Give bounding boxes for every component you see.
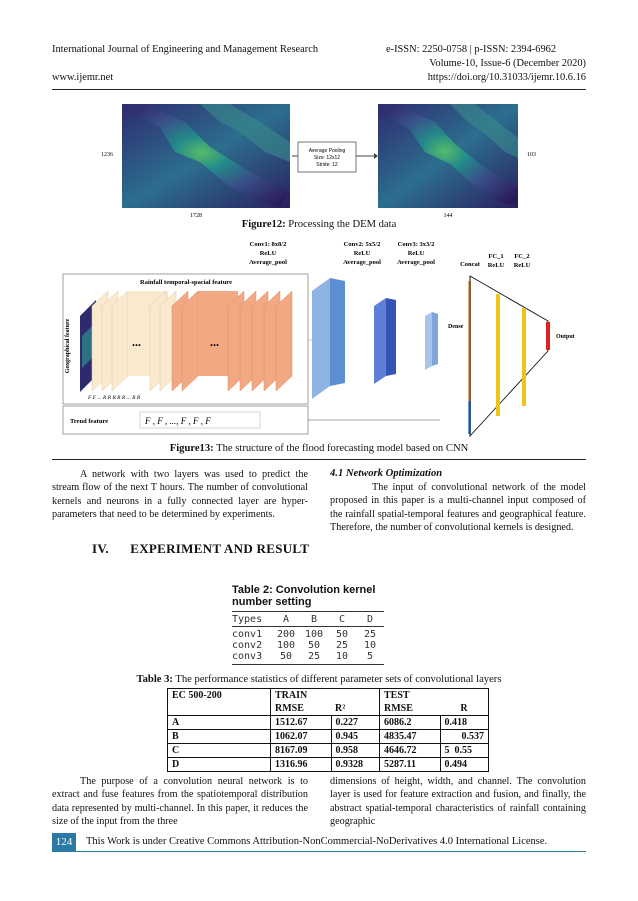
table3-cell: D: [168, 758, 271, 772]
table2-cell: 100: [276, 640, 296, 651]
dense-bar-orange: [468, 281, 471, 401]
fc1-bar: [496, 294, 500, 416]
pool-line3: Stride: 12: [316, 162, 338, 168]
trend-formula: F , F , ..., F , F , F: [145, 416, 211, 426]
figure12-caption-label: Figure12:: [241, 219, 286, 230]
dense-label: Dense: [448, 324, 464, 330]
figure12-caption-text: Processing the DEM data: [285, 219, 397, 230]
table-row: [168, 730, 489, 744]
doi-link[interactable]: https://doi.org/10.31033/ijemr.10.6.16: [427, 72, 586, 83]
table-row: [168, 744, 489, 758]
table3-head: EC 500-200: [168, 689, 271, 703]
fc2-bar: [522, 308, 526, 406]
fc-funnel: [470, 276, 548, 436]
table2-cell: 5: [366, 651, 374, 662]
table3-cell: 4835.47: [380, 730, 441, 744]
header-divider: [52, 89, 586, 90]
table3-head: RMSE: [271, 702, 332, 716]
table2-cell: 100: [304, 629, 324, 640]
table3-cell: 0.945: [331, 730, 380, 744]
table2-cell: 25: [335, 640, 349, 651]
table3-head: RMSE: [380, 702, 441, 716]
table3-cell: A: [168, 716, 271, 730]
figure12-caption: [0, 219, 638, 230]
table3-cell: 1316.96: [271, 758, 332, 772]
figure13-caption-text: The structure of the flood forecasting model based on CNN: [213, 443, 469, 454]
figure13-caption: [0, 443, 638, 454]
figure12-graphic: [0, 92, 638, 220]
table3-cell: 5287.11: [380, 758, 441, 772]
rainfall-feature-label: Rainfall temporal-spacial feature: [140, 279, 232, 286]
table2-cell: conv2: [232, 640, 263, 651]
table3-cell: C: [168, 744, 271, 758]
table2-col-d: D: [366, 614, 374, 625]
table3-cell: 0.418: [440, 716, 489, 730]
table2-col-c: C: [338, 614, 346, 625]
table3-cell: 1512.67: [271, 716, 332, 730]
right-paragraph-2: dimensions of height, width, and channel. The convolution layer is used for feature extraction and fusion, and finally, the abstract spatial-temporal characteristics of rainfall containing geographic: [330, 776, 586, 827]
table3-head: R²: [331, 702, 380, 716]
footer-divider: [52, 851, 586, 852]
left-horizontal-dim: 1728: [190, 213, 202, 219]
table3-head: TRAIN: [271, 689, 332, 703]
conv2-label-2: ReLU: [353, 250, 371, 257]
conv3-label-1: Conv3: 3x3/2: [397, 241, 435, 248]
conv1-label-3: Average_pool: [249, 259, 287, 266]
table-row: [168, 758, 489, 772]
table3-cell: 4646.72: [380, 744, 441, 758]
table3-subheader-row: [168, 702, 489, 716]
table2-col-a: A: [282, 614, 290, 625]
table3-cell: 8167.09: [271, 744, 332, 758]
table2-cell: 10: [335, 651, 349, 662]
right-vertical-dim: 103: [527, 152, 536, 158]
conv1-label-2: ReLU: [259, 250, 277, 257]
rainfall-stack-orange: [172, 291, 292, 391]
page-number: 124: [52, 833, 76, 851]
subsection-heading: 4.1 Network Optimization: [330, 468, 443, 479]
dense-bar-blue: [468, 401, 471, 434]
table2-row: [232, 640, 384, 651]
fc1-label-2: ReLU: [487, 262, 505, 269]
table3-header-row: [168, 689, 489, 703]
table-row: [168, 716, 489, 730]
table2-col-types: Types: [232, 614, 263, 625]
figure13-graphic: [0, 236, 638, 441]
table3-head: R: [440, 702, 489, 716]
table2-cell: 200: [276, 629, 296, 640]
table3-cell: 0.537: [440, 730, 489, 744]
geographical-feature-label: Geographical feature: [65, 318, 71, 374]
conv3-block: [425, 312, 438, 370]
fc2-label-1: FC_2: [514, 253, 530, 260]
table3: [167, 688, 489, 772]
conv2-block: [374, 298, 396, 384]
license-text: This Work is under Creative Commons Attribution-NonCommercial-NoDerivatives 4.0 International License.: [86, 836, 548, 847]
website-link[interactable]: www.ijemr.net: [52, 72, 114, 83]
right-horizontal-dim: 144: [443, 213, 453, 219]
dots-cream: ...: [132, 335, 141, 349]
table2-row: [232, 651, 384, 664]
left-paragraph-1: A network with two layers was used to predict the stream flow of the next T hours. The number of convolutional kernels and neurons in a fully connected layer are hyper-parameters that need to be determined by experiments.: [52, 469, 308, 520]
table3-cell: 0.9328: [331, 758, 380, 772]
table2-title: Table 2: Convolution kernel number setting: [232, 584, 376, 608]
table2-cell: conv1: [232, 629, 263, 640]
table2-cell: 50: [307, 640, 321, 651]
table3-caption: [0, 674, 638, 685]
pool-line2: Size: 12x12: [313, 155, 341, 161]
issn: e-ISSN: 2250-0758 | p-ISSN: 2394-6962: [386, 44, 557, 55]
table3-cell: 6086.2: [380, 716, 441, 730]
fc2-label-2: ReLU: [513, 262, 531, 269]
table2-col-b: B: [310, 614, 318, 625]
table3-cell: 1062.07: [271, 730, 332, 744]
left-vertical-dim: 1236: [101, 152, 113, 158]
fc1-label-1: FC_1: [488, 253, 504, 260]
table2-header-row: [232, 612, 384, 626]
right-paragraph-1: The input of convolutional network of the model proposed in this paper is a multi-channel input composed of the rainfall spatial-temporal features and geographical feature. Therefore, the number of convolutional kernels is designed.: [330, 482, 586, 533]
journal-title: International Journal of Engineering and Management Research: [52, 44, 319, 55]
caption-divider: [52, 459, 586, 460]
table3-cell: 5 0.55: [440, 744, 489, 758]
conv3-label-3: Average_pool: [397, 259, 435, 266]
volume-issue: Volume-10, Issue-6 (December 2020): [429, 58, 586, 69]
conv1-label-1: Conv1: 8x8/2: [249, 241, 287, 248]
table3-cell: 0.227: [331, 716, 380, 730]
table2-cell: 25: [363, 629, 377, 640]
table2-row: [232, 627, 384, 640]
section-heading: IV. EXPERIMENT AND RESULT: [92, 541, 310, 556]
conv1-block: [312, 278, 345, 399]
table3-cell: 0.958: [331, 744, 380, 758]
table2-cell: conv3: [232, 651, 263, 662]
left-paragraph-2: The purpose of a convolution neural network is to extract and fuse features from the spatiotemporal distribution data represented by multi-channel. In this paper, it reduces the size of the input from the three: [52, 776, 308, 827]
table3-head: [168, 702, 271, 716]
table3-caption-label: Table 3:: [136, 674, 173, 685]
table3-cell: B: [168, 730, 271, 744]
concat-label: Concat: [460, 261, 480, 268]
dots-orange: ...: [210, 335, 219, 349]
pool-line1: Average Pooling: [308, 148, 346, 154]
figure13: [0, 236, 638, 441]
output-label: Output: [556, 334, 575, 340]
table3-head: TEST: [380, 689, 441, 703]
table3-head: [440, 689, 489, 703]
table2: [232, 584, 412, 665]
figure12: [0, 92, 638, 220]
trend-feature-label: Trend feature: [70, 418, 109, 425]
figure13-caption-label: Figure13:: [169, 443, 214, 454]
conv3-label-2: ReLU: [407, 250, 425, 257]
rainfall-time-labels: F F ... R R R R R ... R R: [88, 395, 141, 401]
conv2-label-3: Average_pool: [343, 259, 381, 266]
table3-cell: 0.494: [440, 758, 489, 772]
table3-head: [331, 689, 380, 703]
output-bar: [546, 322, 550, 350]
table2-cell: 50: [335, 629, 349, 640]
table2-cell: 10: [363, 640, 377, 651]
table2-cell: 25: [307, 651, 321, 662]
table2-cell: 50: [279, 651, 293, 662]
table3-caption-text: The performance statistics of different parameter sets of convolutional layers: [172, 674, 502, 685]
conv2-label-1: Conv2: 5x5/2: [343, 241, 381, 248]
